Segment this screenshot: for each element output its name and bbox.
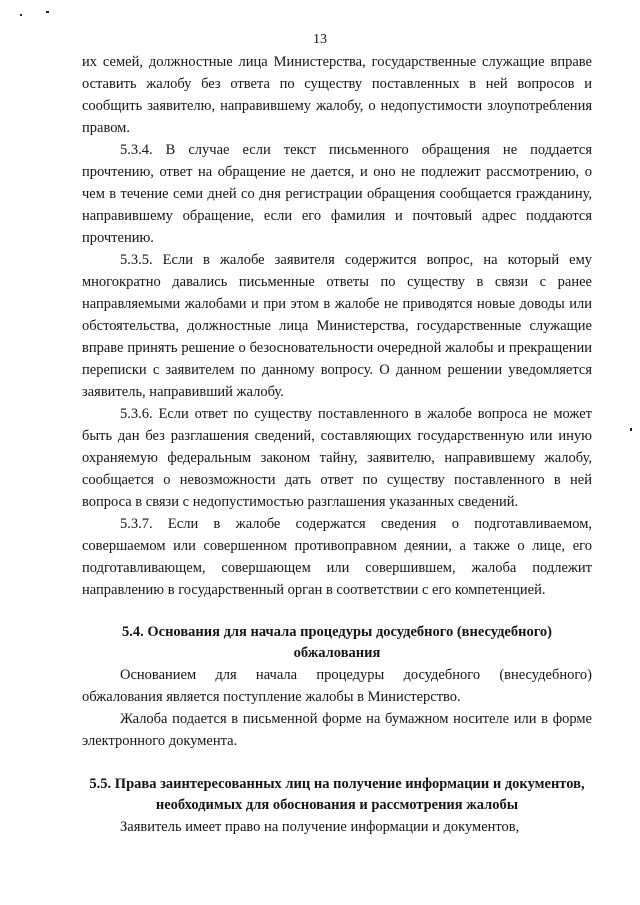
paragraph-5-4-basis: Основанием для начала процедуры досудебного (внесудебного) обжалования является поступление жалобы в Министерство.: [82, 667, 592, 705]
scan-speck: [20, 14, 22, 16]
paragraph-5-3-7: 5.3.7. Если в жалобе содержатся сведения о подготавливаемом, совершаемом или совершенном противоправном деянии, а также о лице, его подготавливающем, совершающем или совершившем, жалоба подлежит направлению в государственный орган в соответствии с его компетенцией.: [82, 516, 592, 598]
section-heading-5-5: 5.5. Права заинтересованных лиц на получение информации и документов, необходимых для обоснования и рассмотрения жалобы: [89, 776, 585, 813]
page-number: 13: [313, 32, 327, 47]
paragraph-5-3-6: 5.3.6. Если ответ по существу поставленного в жалобе вопроса не может быть дан без разглашения сведений, составляющих государственную или иную охраняемую федеральным законом тайну, заявителю, направившему жалобу, сообщается о невозможности дать ответ по существу поставленного в ней вопроса в связи с недопустимостью разглашения указанных сведений.: [82, 406, 592, 510]
paragraph-continuation: их семей, должностные лица Министерства, государственные служащие вправе оставить жалобу без ответа по существу поставленных в ней вопросов и сообщить заявителю, направившему жалобу, о недопустимости злоупотребления правом.: [82, 54, 592, 136]
paragraph-5-3-4: 5.3.4. В случае если текст письменного обращения не поддается прочтению, ответ на обращение не дается, и оно не подлежит рассмотрению, о чем в течение семи дней со дня регистрации обращения сообщается гражданину, направившему обращение, если его фамилия и почтовый адрес поддаются прочтению.: [82, 142, 592, 246]
section-heading-5-4: 5.4. Основания для начала процедуры досудебного (внесудебного) обжалования: [121, 624, 552, 661]
document-body: [82, 51, 592, 838]
paragraph-5-3-5: 5.3.5. Если в жалобе заявителя содержится вопрос, на который ему многократно давались письменные ответы по существу в связи с ранее направляемыми жалобами и при этом в жалобе не приводятся новые доводы или обстоятельства, должностные лица Министерства, государственные служащие вправе принять решение о безосновательности очередной жалобы и прекращении переписки с заявителем по данному вопросу. О данном решении уведомляется заявитель, направивший жалобу.: [82, 252, 592, 400]
paragraph-5-5-rights: Заявитель имеет право на получение информации и документов,: [120, 819, 520, 835]
scan-speck: [46, 11, 49, 13]
paragraph-5-4-form: Жалоба подается в письменной форме на бумажном носителе или в форме электронного документа.: [82, 711, 592, 749]
scan-speck: [630, 428, 632, 431]
